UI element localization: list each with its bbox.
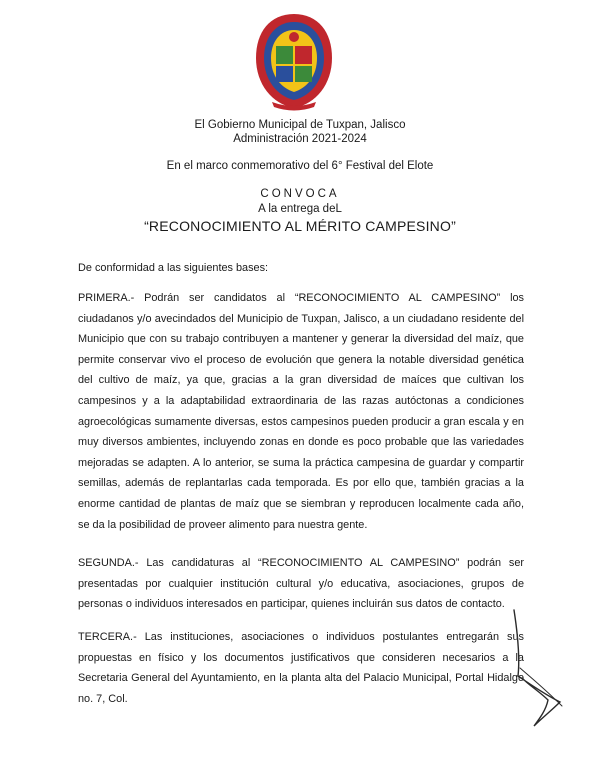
intro-line: En el marco conmemorativo del 6° Festival del Elote <box>166 160 434 172</box>
lead-paragraph: De conformidad a las siguientes bases: <box>78 262 269 274</box>
base-primera <box>78 288 524 535</box>
municipal-seal-icon <box>252 10 336 112</box>
base-text: Las instituciones, asociaciones o individuos postulantes entregarán sus propuestas en físico y los documentos justificativos que consideren necesarios a la Secretaria General del Ayuntamiento, en la planta alta del Palacio Municipal, Portal Hidalgo no. 7, Col. <box>78 631 524 705</box>
base-segunda <box>78 553 524 615</box>
convoca-heading: CONVOCA <box>260 188 340 200</box>
base-tercera <box>78 627 524 709</box>
award-title: “RECONOCIMIENTO AL MÉRITO CAMPESINO” <box>144 218 456 234</box>
base-text: Las candidaturas al “RECONOCIMIENTO AL CAMPESINO” podrán ser presentadas por cualquier institución cultural y/o educativa, asociaciones, grupos de personas o individuos interesados en participar, quienes incluirán sus datos de contacto. <box>78 557 525 611</box>
header-line-2: Administración 2021-2024 <box>233 133 367 145</box>
base-text: Podrán ser candidatos al “RECONOCIMIENTO AL CAMPESINO” los ciudadanos y/o avecindados del Municipio de Tuxpan, Jalisco, a un ciudadano residente del Municipio que con su trabajo contribuyen a mantener y generar la diversidad del maíz, que permite conservar vivo el proceso de evolución que genera la notable diversidad genética del cultivo de maíz, ya que, gracias a la gran diversidad de maíces que cultivan los campesinos y a la adaptabilidad extraordinaria de las razas autóctonas a condiciones agroecológicas sumamente diversas, estos campesinos pueden producir a gran escala y en muy diversos ambientes, incluyendo zonas en donde es poco probable que las variedades mejoradas se adapten. A lo anterior, se suma la práctica campesina de guardar y compartir semillas, además de replantarlas cada temporada. Es por ello que, también gracias a la enorme cantidad de plantas de maíz que se siembran y reproducen localmente cada año, se da la posibilidad de proveer alimento para nuestra gente. <box>78 292 524 531</box>
signature-icon <box>500 606 570 731</box>
base-label: SEGUNDA.- <box>78 557 139 569</box>
header-line-1: El Gobierno Municipal de Tuxpan, Jalisco <box>194 119 406 131</box>
base-label: TERCERA.- <box>78 631 137 643</box>
base-label: PRIMERA.- <box>78 292 135 304</box>
entrega-line: A la entrega deL <box>258 203 342 215</box>
